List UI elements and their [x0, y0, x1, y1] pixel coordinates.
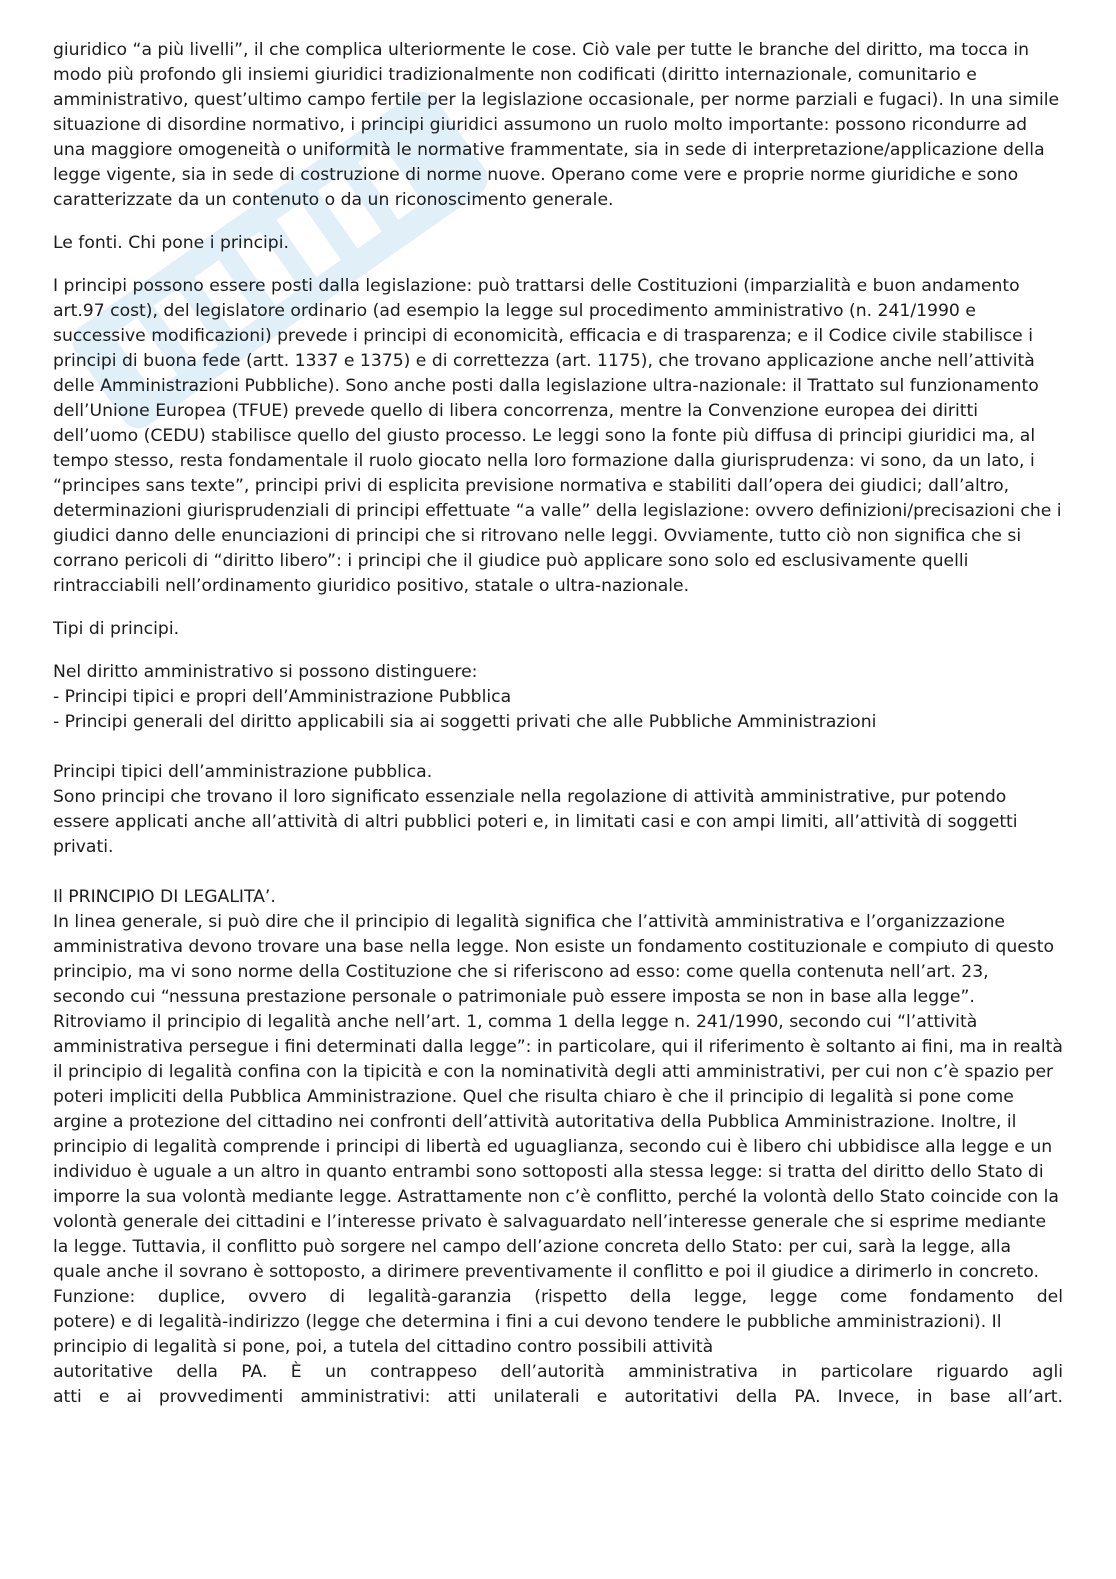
paragraph-tipici: Sono principi che trovano il loro significato essenziale nella regolazione di attività amministrative, pur potendo essere applicati anche all’attività di altri pubblici poteri e, in limitati casi e con ampi limiti, all’attività di soggetti privati.: [53, 787, 1018, 857]
list-item: - Principi tipici e propri dell’Amministrazione Pubblica: [53, 687, 512, 707]
heading-tipici: Principi tipici dell’amministrazione pubblica.: [53, 762, 433, 782]
paragraph-funzione-line5: atti e ai provvedimenti amministrativi: atti unilaterali e autoritativi della PA. Invece, in base all’art.: [53, 1387, 1063, 1407]
heading-fonti: Le fonti. Chi pone i principi.: [53, 233, 289, 253]
spacer: [53, 860, 1063, 885]
spacer: [53, 735, 1063, 760]
paragraph-fonti: I principi possono essere posti dalla legislazione: può trattarsi delle Costituzioni (imparzialità e buon andamento art.97 cost), del legislatore ordinario (ad esempio la legge sul procedimento amministrativo (n. 241/1990 e successive modificazioni) prevede i principi di economicità, efficacia e di trasparenza; e il Codice civile stabilisce i principi di buona fede (artt. 1337 e 1375) e di correttezza (art. 1175), che trovano applicazione anche nell’attività delle Amministrazioni Pubbliche). Sono anche posti dalla legislazione ultra-nazionale: il Trattato sul funzionamento dell’Unione Europea (TFUE) prevede quello di libera concorrenza, mentre la Convenzione europea dei diritti dell’uomo (CEDU) stabilisce quello del giusto processo. Le leggi sono la fonte più diffusa di principi giuridici ma, al tempo stesso, resta fondamentale il ruolo giocato nella loro formazione dalla giurisprudenza: vi sono, da un lato, i “principes sans texte”, principi privi di esplicita previsione normativa e stabiliti dall’opera dei giudici; dall’altro, determinazioni giurisprudenziali di principi effettuate “a valle” della legislazione: ovvero definizioni/precisazioni che i giudici danno delle enunciazioni di principi che si ritrovano nelle leggi. Ovviamente, tutto ciò non significa che si corrano pericoli di “diritto libero”: i principi che il giudice può applicare sono solo ed esclusivamente quelli rintracciabili nell’ordinamento giuridico positivo, statale o ultra-nazionale.: [53, 276, 1062, 596]
heading-legalita: Il PRINCIPIO DI LEGALITA’.: [53, 887, 276, 907]
paragraph-funzione-line4: autoritative della PA. È un contrappeso dell’autorità amministrativa in particolare riguardo agli: [53, 1362, 1063, 1382]
heading-tipi: Tipi di principi.: [53, 619, 180, 639]
document-page: [53, 38, 1063, 1410]
list-item: - Principi generali del diritto applicabili sia ai soggetti privati che alle Pubbliche Amministrazioni: [53, 712, 877, 732]
paragraph-intro: giuridico “a più livelli”, il che complica ulteriormente le cose. Ciò vale per tutte le branche del diritto, ma tocca in modo più profondo gli insiemi giuridici tradizionalmente non codificati (diritto internazionale, comunitario e amministrativo, quest’ultimo campo fertile per la legislazione occasionale, per norme parziali e fugaci). In una simile situazione di disordine normativo, i principi giuridici assumono un ruolo molto importante: possono ricondurre ad una maggiore omogeneità o uniformità le normative frammentate, sia in sede di interpretazione/applicazione della legge vigente, sia in sede di costruzione di norme nuove. Operano come vere e proprie norme giuridiche e sono caratterizzate da un contenuto o da un riconoscimento generale.: [53, 40, 1060, 210]
list-intro: Nel diritto amministrativo si possono distinguere:: [53, 662, 478, 682]
paragraph-legalita: In linea generale, si può dire che il principio di legalità significa che l’attività amministrativa e l’organizzazione amministrativa devono trovare una base nella legge. Non esiste un fondamento costituzionale e compiuto di questo principio, ma vi sono norme della Costituzione che si riferiscono ad esso: come quella contenuta nell’art. 23, secondo cui “nessuna prestazione personale o patrimoniale può essere imposta se non in base alla legge”. Ritroviamo il principio di legalità anche nell’art. 1, comma 1 della legge n. 241/1990, secondo cui “l’attività amministrativa persegue i fini determinati dalla legge”: in particolare, qui il riferimento è soltanto ai fini, ma in realtà il principio di legalità confina con la tipicità e con la nominatività degli atti amministrativi, per cui non c’è spazio per poteri impliciti della Pubblica Amministrazione. Quel che risulta chiaro è che il principio di legalità si pone come argine a protezione del cittadino nei confronti dell’attività autoritativa della Pubblica Amministrazione. Inoltre, il principio di legalità comprende i principi di libertà ed uguaglianza, secondo cui è libero chi ubbidisce alla legge e un individuo è uguale a un altro in quanto entrambi sono sottoposti alla stessa legge: si tratta del diritto dello Stato di imporre la sua volontà mediante legge. Astrattamente non c’è conflitto, perché la volontà dello Stato coincide con la volontà generale dei cittadini e l’interesse privato è salvaguardato nell’interesse generale che si esprime mediante la legge. Tuttavia, il conflitto può sorgere nel campo dell’azione concreta dello Stato: per cui, sarà la legge, alla quale anche il sovrano è sottoposto, a dirimere preventivamente il conflitto e poi il giudice a dirimerlo in concreto.: [53, 912, 1063, 1282]
paragraph-funzione-line1: Funzione: duplice, ovvero di legalità-garanzia (rispetto della legge, legge come fondamento del: [53, 1287, 1063, 1307]
paragraph-funzione: potere) e di legalità-indirizzo (legge che determina i fini a cui devono tendere le pubbliche amministrazioni). Il principio di legalità si pone, poi, a tutela del cittadino contro possibili attività: [53, 1312, 1002, 1357]
